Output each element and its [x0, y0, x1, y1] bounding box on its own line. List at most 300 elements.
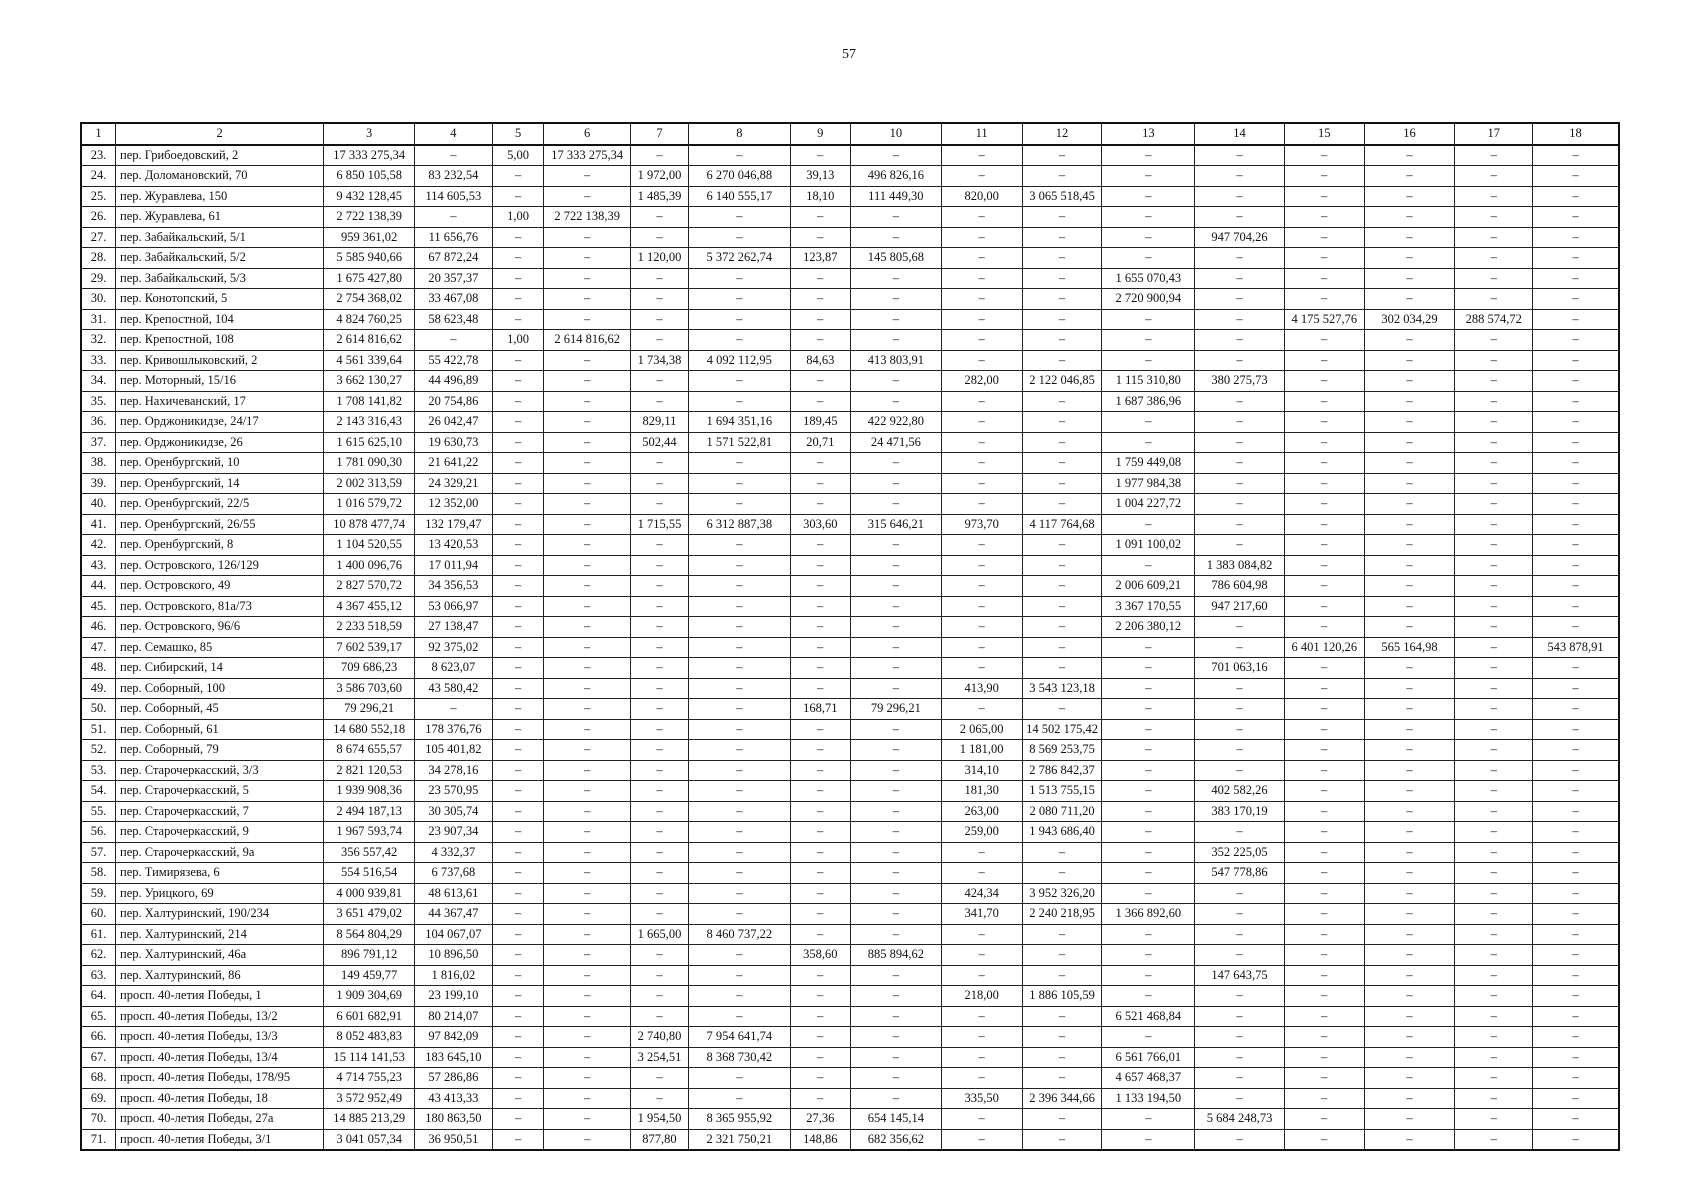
- value-cell: –: [1455, 1088, 1533, 1109]
- value-cell: –: [851, 924, 942, 945]
- value-cell: –: [851, 596, 942, 617]
- value-cell: –: [544, 596, 630, 617]
- value-cell: 315 646,21: [851, 514, 942, 535]
- value-cell: 8 623,07: [414, 658, 492, 679]
- value-cell: –: [941, 166, 1022, 187]
- value-cell: –: [1102, 719, 1195, 740]
- value-cell: –: [851, 678, 942, 699]
- row-index-cell: 42.: [81, 535, 116, 556]
- address-cell: пер. Орджоникидзе, 26: [116, 432, 324, 453]
- value-cell: –: [492, 248, 544, 269]
- row-index-cell: 27.: [81, 227, 116, 248]
- value-cell: –: [1022, 965, 1102, 986]
- value-cell: 554 516,54: [324, 863, 415, 884]
- value-cell: –: [492, 412, 544, 433]
- value-cell: –: [1022, 1109, 1102, 1130]
- value-cell: –: [1455, 904, 1533, 925]
- value-cell: –: [1022, 1129, 1102, 1150]
- value-cell: –: [1533, 207, 1619, 228]
- column-header-10: 10: [851, 123, 942, 145]
- value-cell: –: [544, 904, 630, 925]
- value-cell: –: [1533, 514, 1619, 535]
- value-cell: –: [1195, 740, 1285, 761]
- value-cell: –: [630, 965, 688, 986]
- value-cell: 145 805,68: [851, 248, 942, 269]
- value-cell: –: [851, 227, 942, 248]
- value-cell: 259,00: [941, 822, 1022, 843]
- value-cell: –: [1533, 309, 1619, 330]
- value-cell: –: [941, 596, 1022, 617]
- value-cell: 79 296,21: [324, 699, 415, 720]
- value-cell: –: [414, 699, 492, 720]
- value-cell: –: [1533, 1129, 1619, 1150]
- row-index-cell: 36.: [81, 412, 116, 433]
- value-cell: –: [492, 924, 544, 945]
- table-row: [81, 637, 1619, 658]
- value-cell: 3 662 130,27: [324, 371, 415, 392]
- value-cell: –: [790, 289, 850, 310]
- value-cell: –: [1455, 986, 1533, 1007]
- table-header-row: [81, 123, 1619, 145]
- value-cell: –: [1455, 658, 1533, 679]
- address-cell: пер. Соборный, 100: [116, 678, 324, 699]
- table-row: [81, 1027, 1619, 1048]
- value-cell: –: [544, 945, 630, 966]
- column-header-12: 12: [1022, 123, 1102, 145]
- value-cell: –: [630, 555, 688, 576]
- value-cell: –: [544, 965, 630, 986]
- value-cell: –: [1364, 391, 1455, 412]
- value-cell: –: [1455, 1006, 1533, 1027]
- value-cell: –: [689, 1088, 790, 1109]
- value-cell: –: [1533, 248, 1619, 269]
- value-cell: –: [1364, 658, 1455, 679]
- value-cell: –: [544, 514, 630, 535]
- value-cell: –: [941, 391, 1022, 412]
- value-cell: –: [689, 658, 790, 679]
- address-cell: пер. Халтуринский, 86: [116, 965, 324, 986]
- value-cell: –: [941, 617, 1022, 638]
- value-cell: –: [1284, 166, 1364, 187]
- value-cell: –: [1022, 227, 1102, 248]
- value-cell: –: [790, 576, 850, 597]
- value-cell: 20,71: [790, 432, 850, 453]
- value-cell: –: [544, 166, 630, 187]
- value-cell: –: [1195, 350, 1285, 371]
- column-header-17: 17: [1455, 123, 1533, 145]
- address-cell: просп. 40-летия Победы, 18: [116, 1088, 324, 1109]
- value-cell: –: [630, 801, 688, 822]
- value-cell: –: [492, 576, 544, 597]
- value-cell: 358,60: [790, 945, 850, 966]
- row-index-cell: 66.: [81, 1027, 116, 1048]
- value-cell: –: [1284, 268, 1364, 289]
- value-cell: 2 827 570,72: [324, 576, 415, 597]
- value-cell: 1 675 427,80: [324, 268, 415, 289]
- value-cell: –: [1284, 453, 1364, 474]
- value-cell: 80 214,07: [414, 1006, 492, 1027]
- value-cell: –: [1022, 924, 1102, 945]
- value-cell: –: [1364, 1109, 1455, 1130]
- value-cell: 20 357,37: [414, 268, 492, 289]
- value-cell: 654 145,14: [851, 1109, 942, 1130]
- value-cell: –: [1364, 289, 1455, 310]
- page-number: 57: [842, 47, 856, 62]
- value-cell: 1 016 579,72: [324, 494, 415, 515]
- value-cell: –: [1364, 883, 1455, 904]
- value-cell: –: [1022, 945, 1102, 966]
- address-cell: пер. Соборный, 45: [116, 699, 324, 720]
- value-cell: –: [790, 863, 850, 884]
- address-cell: пер. Халтуринский, 214: [116, 924, 324, 945]
- address-cell: пер. Крепостной, 108: [116, 330, 324, 351]
- value-cell: –: [1455, 617, 1533, 638]
- value-cell: –: [1284, 350, 1364, 371]
- row-index-cell: 45.: [81, 596, 116, 617]
- row-index-cell: 29.: [81, 268, 116, 289]
- value-cell: –: [630, 617, 688, 638]
- value-cell: –: [414, 207, 492, 228]
- address-cell: пер. Забайкальский, 5/3: [116, 268, 324, 289]
- value-cell: 84,63: [790, 350, 850, 371]
- value-cell: –: [1533, 555, 1619, 576]
- value-cell: –: [790, 391, 850, 412]
- value-cell: 58 623,48: [414, 309, 492, 330]
- value-cell: –: [1533, 227, 1619, 248]
- value-cell: –: [492, 617, 544, 638]
- value-cell: –: [1364, 1047, 1455, 1068]
- value-cell: –: [1102, 432, 1195, 453]
- value-cell: –: [1455, 330, 1533, 351]
- value-cell: –: [1533, 576, 1619, 597]
- value-cell: –: [1533, 965, 1619, 986]
- value-cell: 1 715,55: [630, 514, 688, 535]
- value-cell: –: [1102, 207, 1195, 228]
- value-cell: 8 460 737,22: [689, 924, 790, 945]
- value-cell: –: [689, 1068, 790, 1089]
- value-cell: 2 720 900,94: [1102, 289, 1195, 310]
- value-cell: 14 502 175,42: [1022, 719, 1102, 740]
- row-index-cell: 64.: [81, 986, 116, 1007]
- value-cell: 959 361,02: [324, 227, 415, 248]
- row-index-cell: 38.: [81, 453, 116, 474]
- value-cell: –: [1533, 1027, 1619, 1048]
- row-index-cell: 50.: [81, 699, 116, 720]
- value-cell: –: [630, 309, 688, 330]
- table-row: [81, 822, 1619, 843]
- value-cell: 1 687 386,96: [1102, 391, 1195, 412]
- value-cell: –: [544, 781, 630, 802]
- value-cell: –: [790, 883, 850, 904]
- value-cell: –: [1284, 535, 1364, 556]
- row-index-cell: 37.: [81, 432, 116, 453]
- value-cell: –: [1455, 1068, 1533, 1089]
- value-cell: 15 114 141,53: [324, 1047, 415, 1068]
- value-cell: 3 065 518,45: [1022, 186, 1102, 207]
- value-cell: –: [1284, 945, 1364, 966]
- value-cell: –: [1022, 1068, 1102, 1089]
- value-cell: –: [941, 145, 1022, 166]
- value-cell: –: [1364, 863, 1455, 884]
- value-cell: –: [851, 330, 942, 351]
- value-cell: –: [1102, 658, 1195, 679]
- table-row: [81, 965, 1619, 986]
- value-cell: 829,11: [630, 412, 688, 433]
- value-cell: –: [1022, 699, 1102, 720]
- value-cell: –: [790, 904, 850, 925]
- value-cell: –: [790, 207, 850, 228]
- value-cell: –: [544, 1109, 630, 1130]
- value-cell: –: [689, 473, 790, 494]
- value-cell: –: [941, 924, 1022, 945]
- value-cell: –: [851, 453, 942, 474]
- value-cell: –: [544, 822, 630, 843]
- value-cell: –: [630, 1068, 688, 1089]
- value-cell: 383 170,19: [1195, 801, 1285, 822]
- value-cell: –: [1195, 494, 1285, 515]
- value-cell: –: [1533, 617, 1619, 638]
- value-cell: –: [1455, 248, 1533, 269]
- value-cell: –: [492, 678, 544, 699]
- value-cell: –: [1102, 945, 1195, 966]
- value-cell: 1 120,00: [630, 248, 688, 269]
- address-cell: пер. Журавлева, 150: [116, 186, 324, 207]
- value-cell: –: [1533, 883, 1619, 904]
- value-cell: –: [790, 1068, 850, 1089]
- value-cell: –: [1533, 924, 1619, 945]
- table-row: [81, 760, 1619, 781]
- value-cell: 1 383 084,82: [1195, 555, 1285, 576]
- value-cell: –: [492, 473, 544, 494]
- address-cell: пер. Сибирский, 14: [116, 658, 324, 679]
- table-row: [81, 555, 1619, 576]
- value-cell: 947 217,60: [1195, 596, 1285, 617]
- value-cell: –: [1284, 494, 1364, 515]
- value-cell: 2 143 316,43: [324, 412, 415, 433]
- value-cell: –: [1455, 883, 1533, 904]
- address-cell: пер. Островского, 49: [116, 576, 324, 597]
- value-cell: –: [790, 965, 850, 986]
- value-cell: –: [1284, 514, 1364, 535]
- value-cell: –: [851, 207, 942, 228]
- value-cell: –: [1455, 801, 1533, 822]
- column-header-7: 7: [630, 123, 688, 145]
- value-cell: –: [941, 494, 1022, 515]
- value-cell: 282,00: [941, 371, 1022, 392]
- value-cell: –: [1022, 576, 1102, 597]
- value-cell: –: [1455, 740, 1533, 761]
- value-cell: –: [689, 965, 790, 986]
- row-index-cell: 70.: [81, 1109, 116, 1130]
- value-cell: 4 367 455,12: [324, 596, 415, 617]
- value-cell: –: [790, 678, 850, 699]
- value-cell: 26 042,47: [414, 412, 492, 433]
- value-cell: –: [1364, 1027, 1455, 1048]
- value-cell: 6 312 887,38: [689, 514, 790, 535]
- value-cell: –: [1195, 1006, 1285, 1027]
- value-cell: –: [1364, 904, 1455, 925]
- value-cell: –: [1533, 145, 1619, 166]
- value-cell: –: [1102, 514, 1195, 535]
- value-cell: –: [630, 227, 688, 248]
- value-cell: 1 004 227,72: [1102, 494, 1195, 515]
- value-cell: –: [1284, 842, 1364, 863]
- value-cell: –: [1364, 1129, 1455, 1150]
- value-cell: –: [492, 289, 544, 310]
- value-cell: 6 601 682,91: [324, 1006, 415, 1027]
- value-cell: –: [1455, 473, 1533, 494]
- address-cell: пер. Орджоникидзе, 24/17: [116, 412, 324, 433]
- value-cell: 422 922,80: [851, 412, 942, 433]
- table-row: [81, 781, 1619, 802]
- value-cell: –: [630, 719, 688, 740]
- value-cell: –: [1364, 986, 1455, 1007]
- value-cell: 2 614 816,62: [324, 330, 415, 351]
- value-cell: 34 278,16: [414, 760, 492, 781]
- value-cell: 314,10: [941, 760, 1022, 781]
- row-index-cell: 35.: [81, 391, 116, 412]
- value-cell: –: [630, 883, 688, 904]
- row-index-cell: 48.: [81, 658, 116, 679]
- address-cell: пер. Оренбургский, 8: [116, 535, 324, 556]
- table-row: [81, 1088, 1619, 1109]
- value-cell: –: [851, 1006, 942, 1027]
- value-cell: –: [1533, 432, 1619, 453]
- value-cell: –: [1455, 268, 1533, 289]
- value-cell: –: [544, 227, 630, 248]
- value-cell: –: [1533, 391, 1619, 412]
- value-cell: –: [1455, 166, 1533, 187]
- value-cell: –: [1022, 1047, 1102, 1068]
- value-cell: –: [1364, 576, 1455, 597]
- value-cell: –: [1364, 227, 1455, 248]
- value-cell: –: [544, 1088, 630, 1109]
- value-cell: –: [1022, 166, 1102, 187]
- value-cell: 2 494 187,13: [324, 801, 415, 822]
- value-cell: 1 954,50: [630, 1109, 688, 1130]
- value-cell: 502,44: [630, 432, 688, 453]
- value-cell: 6 270 046,88: [689, 166, 790, 187]
- value-cell: –: [851, 576, 942, 597]
- value-cell: –: [1195, 637, 1285, 658]
- value-cell: –: [1022, 535, 1102, 556]
- value-cell: –: [1022, 412, 1102, 433]
- value-cell: –: [851, 391, 942, 412]
- row-index-cell: 31.: [81, 309, 116, 330]
- value-cell: –: [1364, 719, 1455, 740]
- value-cell: –: [689, 309, 790, 330]
- value-cell: –: [492, 699, 544, 720]
- value-cell: 8 564 804,29: [324, 924, 415, 945]
- value-cell: –: [1195, 248, 1285, 269]
- value-cell: –: [790, 371, 850, 392]
- value-cell: –: [941, 268, 1022, 289]
- value-cell: –: [492, 719, 544, 740]
- value-cell: –: [941, 330, 1022, 351]
- table-row: [81, 289, 1619, 310]
- value-cell: –: [689, 289, 790, 310]
- table-row: [81, 863, 1619, 884]
- value-cell: –: [1195, 1129, 1285, 1150]
- value-cell: 43 580,42: [414, 678, 492, 699]
- address-cell: просп. 40-летия Победы, 13/4: [116, 1047, 324, 1068]
- value-cell: –: [1195, 186, 1285, 207]
- value-cell: 147 643,75: [1195, 965, 1285, 986]
- value-cell: –: [630, 904, 688, 925]
- value-cell: –: [1195, 986, 1285, 1007]
- value-cell: 1 734,38: [630, 350, 688, 371]
- value-cell: 3 952 326,20: [1022, 883, 1102, 904]
- value-cell: –: [941, 945, 1022, 966]
- row-index-cell: 24.: [81, 166, 116, 187]
- value-cell: 1 400 096,76: [324, 555, 415, 576]
- value-cell: –: [1284, 760, 1364, 781]
- value-cell: –: [1364, 248, 1455, 269]
- value-cell: –: [790, 1027, 850, 1048]
- value-cell: 178 376,76: [414, 719, 492, 740]
- value-cell: –: [790, 535, 850, 556]
- value-cell: 1 485,39: [630, 186, 688, 207]
- table-row: [81, 842, 1619, 863]
- value-cell: –: [1195, 412, 1285, 433]
- value-cell: 356 557,42: [324, 842, 415, 863]
- value-cell: –: [1364, 350, 1455, 371]
- value-cell: –: [851, 904, 942, 925]
- value-cell: –: [492, 453, 544, 474]
- value-cell: 83 232,54: [414, 166, 492, 187]
- value-cell: –: [1284, 863, 1364, 884]
- value-cell: –: [1455, 514, 1533, 535]
- value-cell: –: [544, 576, 630, 597]
- address-cell: пер. Соборный, 61: [116, 719, 324, 740]
- value-cell: 1 694 351,16: [689, 412, 790, 433]
- value-cell: –: [1102, 822, 1195, 843]
- value-cell: –: [492, 1027, 544, 1048]
- value-cell: –: [544, 801, 630, 822]
- value-cell: –: [630, 576, 688, 597]
- value-cell: –: [790, 760, 850, 781]
- value-cell: –: [544, 760, 630, 781]
- column-header-16: 16: [1364, 123, 1455, 145]
- value-cell: 20 754,86: [414, 391, 492, 412]
- value-cell: –: [544, 371, 630, 392]
- value-cell: 44 496,89: [414, 371, 492, 392]
- table-row: [81, 145, 1619, 166]
- value-cell: 877,80: [630, 1129, 688, 1150]
- value-cell: 23 570,95: [414, 781, 492, 802]
- value-cell: –: [544, 863, 630, 884]
- value-cell: –: [1102, 1129, 1195, 1150]
- value-cell: –: [790, 740, 850, 761]
- value-cell: 17 011,94: [414, 555, 492, 576]
- value-cell: 3 254,51: [630, 1047, 688, 1068]
- value-cell: 3 367 170,55: [1102, 596, 1195, 617]
- value-cell: –: [1364, 207, 1455, 228]
- value-cell: –: [1284, 412, 1364, 433]
- value-cell: 565 164,98: [1364, 637, 1455, 658]
- column-header-8: 8: [689, 123, 790, 145]
- value-cell: 2 821 120,53: [324, 760, 415, 781]
- value-cell: –: [1022, 494, 1102, 515]
- address-cell: пер. Старочеркасский, 3/3: [116, 760, 324, 781]
- value-cell: –: [1455, 945, 1533, 966]
- value-cell: –: [941, 248, 1022, 269]
- value-cell: –: [1022, 453, 1102, 474]
- value-cell: –: [1455, 391, 1533, 412]
- value-cell: –: [492, 904, 544, 925]
- value-cell: –: [630, 535, 688, 556]
- value-cell: –: [851, 842, 942, 863]
